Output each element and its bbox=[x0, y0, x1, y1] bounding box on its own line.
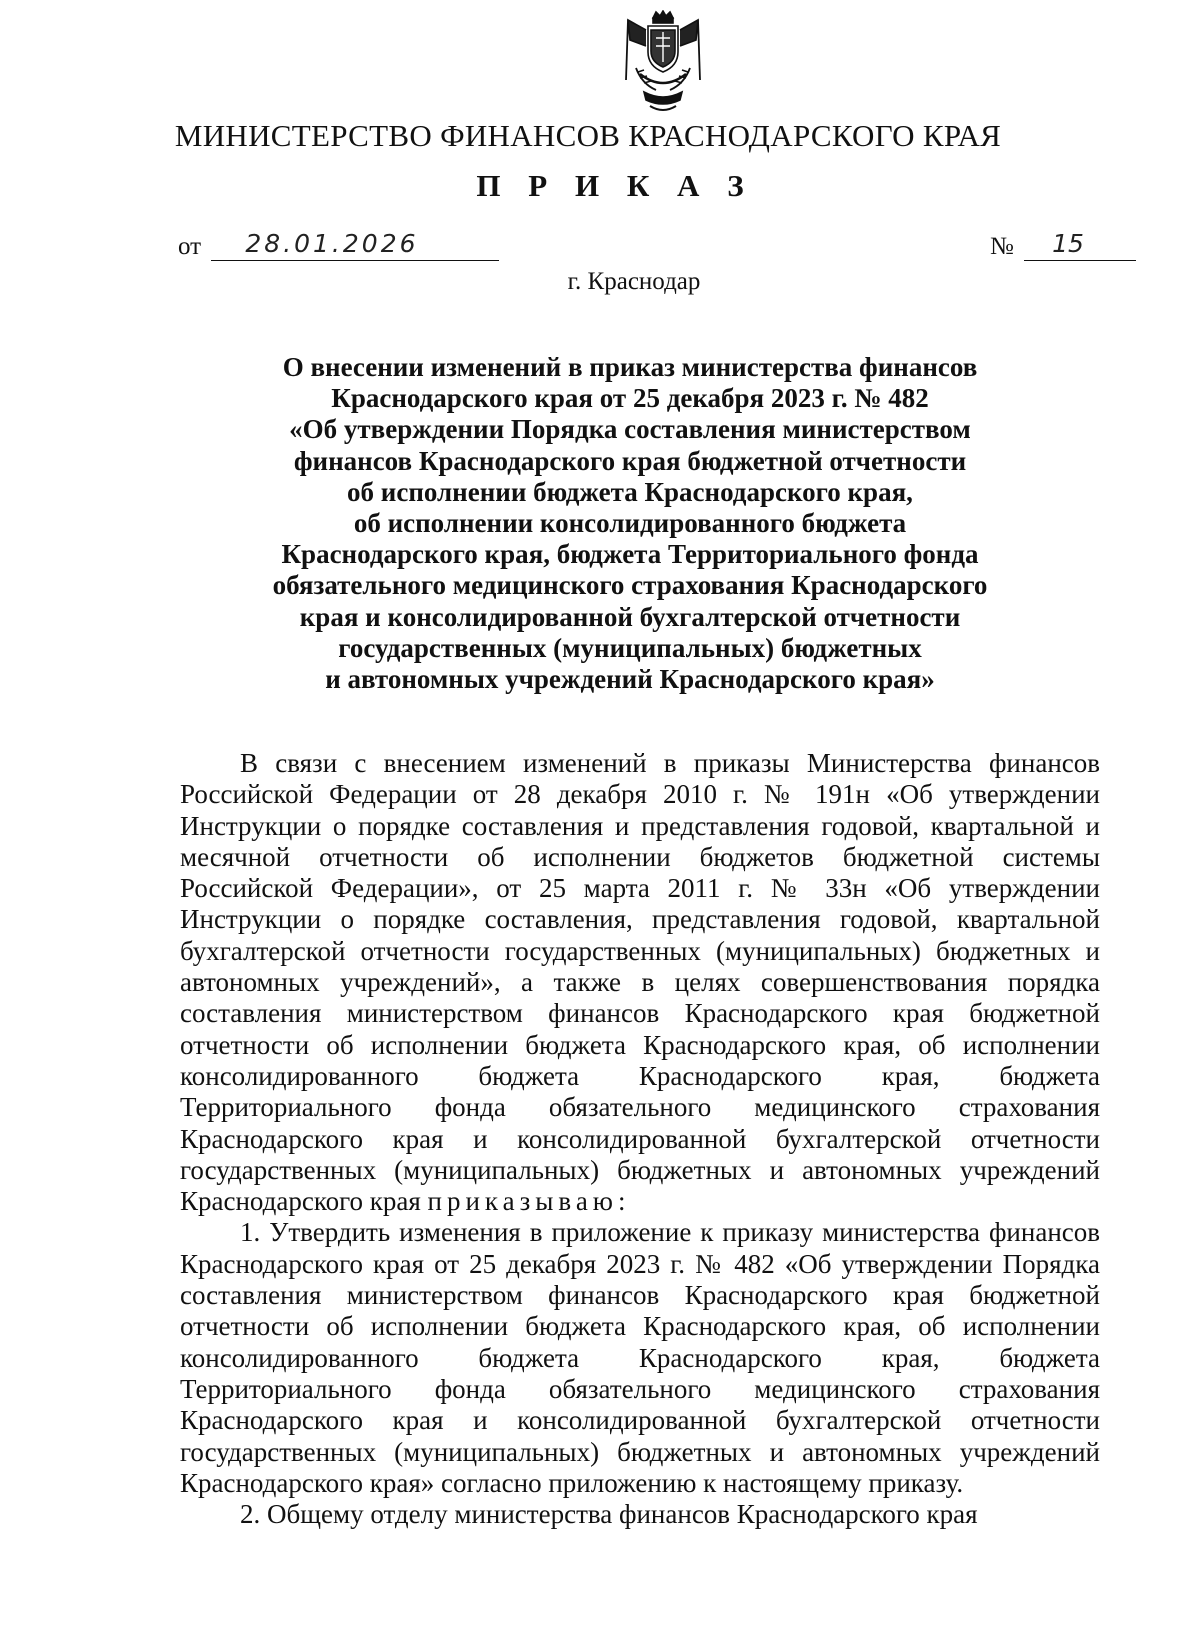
order-title bbox=[240, 352, 1020, 695]
title-line: и автономных учреждений Краснодарского края» bbox=[325, 664, 935, 695]
coat-of-arms-emblem bbox=[620, 10, 706, 118]
title-line: обязательного медицинского страхования Краснодарского bbox=[272, 570, 988, 601]
title-line: государственных (муниципальных) бюджетных bbox=[338, 632, 922, 663]
title-line: об исполнении бюджета Краснодарского края, bbox=[347, 476, 913, 507]
date-field bbox=[211, 229, 499, 261]
preamble-paragraph bbox=[180, 748, 1100, 1217]
order-body bbox=[180, 748, 1100, 1530]
title-line: края и консолидированной бухгалтерской отчетности bbox=[299, 601, 961, 632]
number-field bbox=[1024, 229, 1136, 261]
number-prefix: № bbox=[990, 233, 1014, 260]
handwritten-number: 15 bbox=[1052, 229, 1084, 258]
title-line: «Об утверждении Порядка составления министерством bbox=[289, 414, 971, 445]
document-type-title: П Р И К А З bbox=[476, 168, 754, 203]
order-directive: приказываю: bbox=[427, 1186, 631, 1217]
item-1-paragraph: 1. Утвердить изменения в приложение к приказу министерства финансов Краснодарского края от 25 декабря 2023 г. № 482 «Об утверждении Порядка составления министерством финансов Краснодарского края бюджетной отчетности об исполнении бюджета Краснодарского края, об исполнении консолидированного бюджета Краснодарского края, бюджета Территориального фонда обязательного медицинского страхования Краснодарского края и консолидированной бухгалтерской отчетности государственных (муниципальных) бюджетных и автономных учреждений Краснодарского края» согласно приложению к настоящему приказу. bbox=[180, 1217, 1100, 1498]
city-name: г. Краснодар bbox=[567, 268, 701, 295]
ministry-name: МИНИСТЕРСТВО ФИНАНСОВ КРАСНОДАРСКОГО КРАЯ bbox=[174, 118, 1002, 153]
date-prefix: от bbox=[178, 233, 202, 260]
title-line: финансов Краснодарского края бюджетной отчетности bbox=[293, 445, 967, 476]
handwritten-date: 28.01.2026 bbox=[245, 229, 419, 258]
item-2-paragraph: 2. Общему отделу министерства финансов Краснодарского края bbox=[240, 1499, 978, 1530]
title-line: О внесении изменений в приказ министерства финансов bbox=[282, 352, 978, 382]
document-number bbox=[990, 229, 1136, 261]
preamble-text: В связи с внесением изменений в приказы Министерства финансов Российской Федерации от 28 декабря 2010 г. № 191н «Об утверждении Инструкции о порядке составления и представления годовой, квартальной и месячной отчетности об исполнении бюджетов бюджетной системы Российской Федерации», от 25 марта 2011 г. № 33н «Об утверждении Инструкции о порядке составления, представления годовой, квартальной бухгалтерской отчетности государственных (муниципальных) бюджетных и автономных учреждений», а также в целях совершенствования порядка составления министерством финансов Краснодарского края бюджетной отчетности об исполнении бюджета Краснодарского края, об исполнении консолидированного бюджета Краснодарского края, бюджета Территориального фонда обязательного медицинского страхования Краснодарского края и консолидированной бухгалтерской отчетности государственных (муниципальных) бюджетных и автономных учреждений Краснодарского края bbox=[180, 748, 1100, 1217]
title-line: об исполнении консолидированного бюджета bbox=[353, 508, 907, 539]
title-line: Краснодарского края, бюджета Территориального фонда bbox=[281, 539, 979, 570]
title-line: Краснодарского края от 25 декабря 2023 г. № 482 bbox=[331, 383, 929, 414]
document-date bbox=[178, 229, 499, 261]
